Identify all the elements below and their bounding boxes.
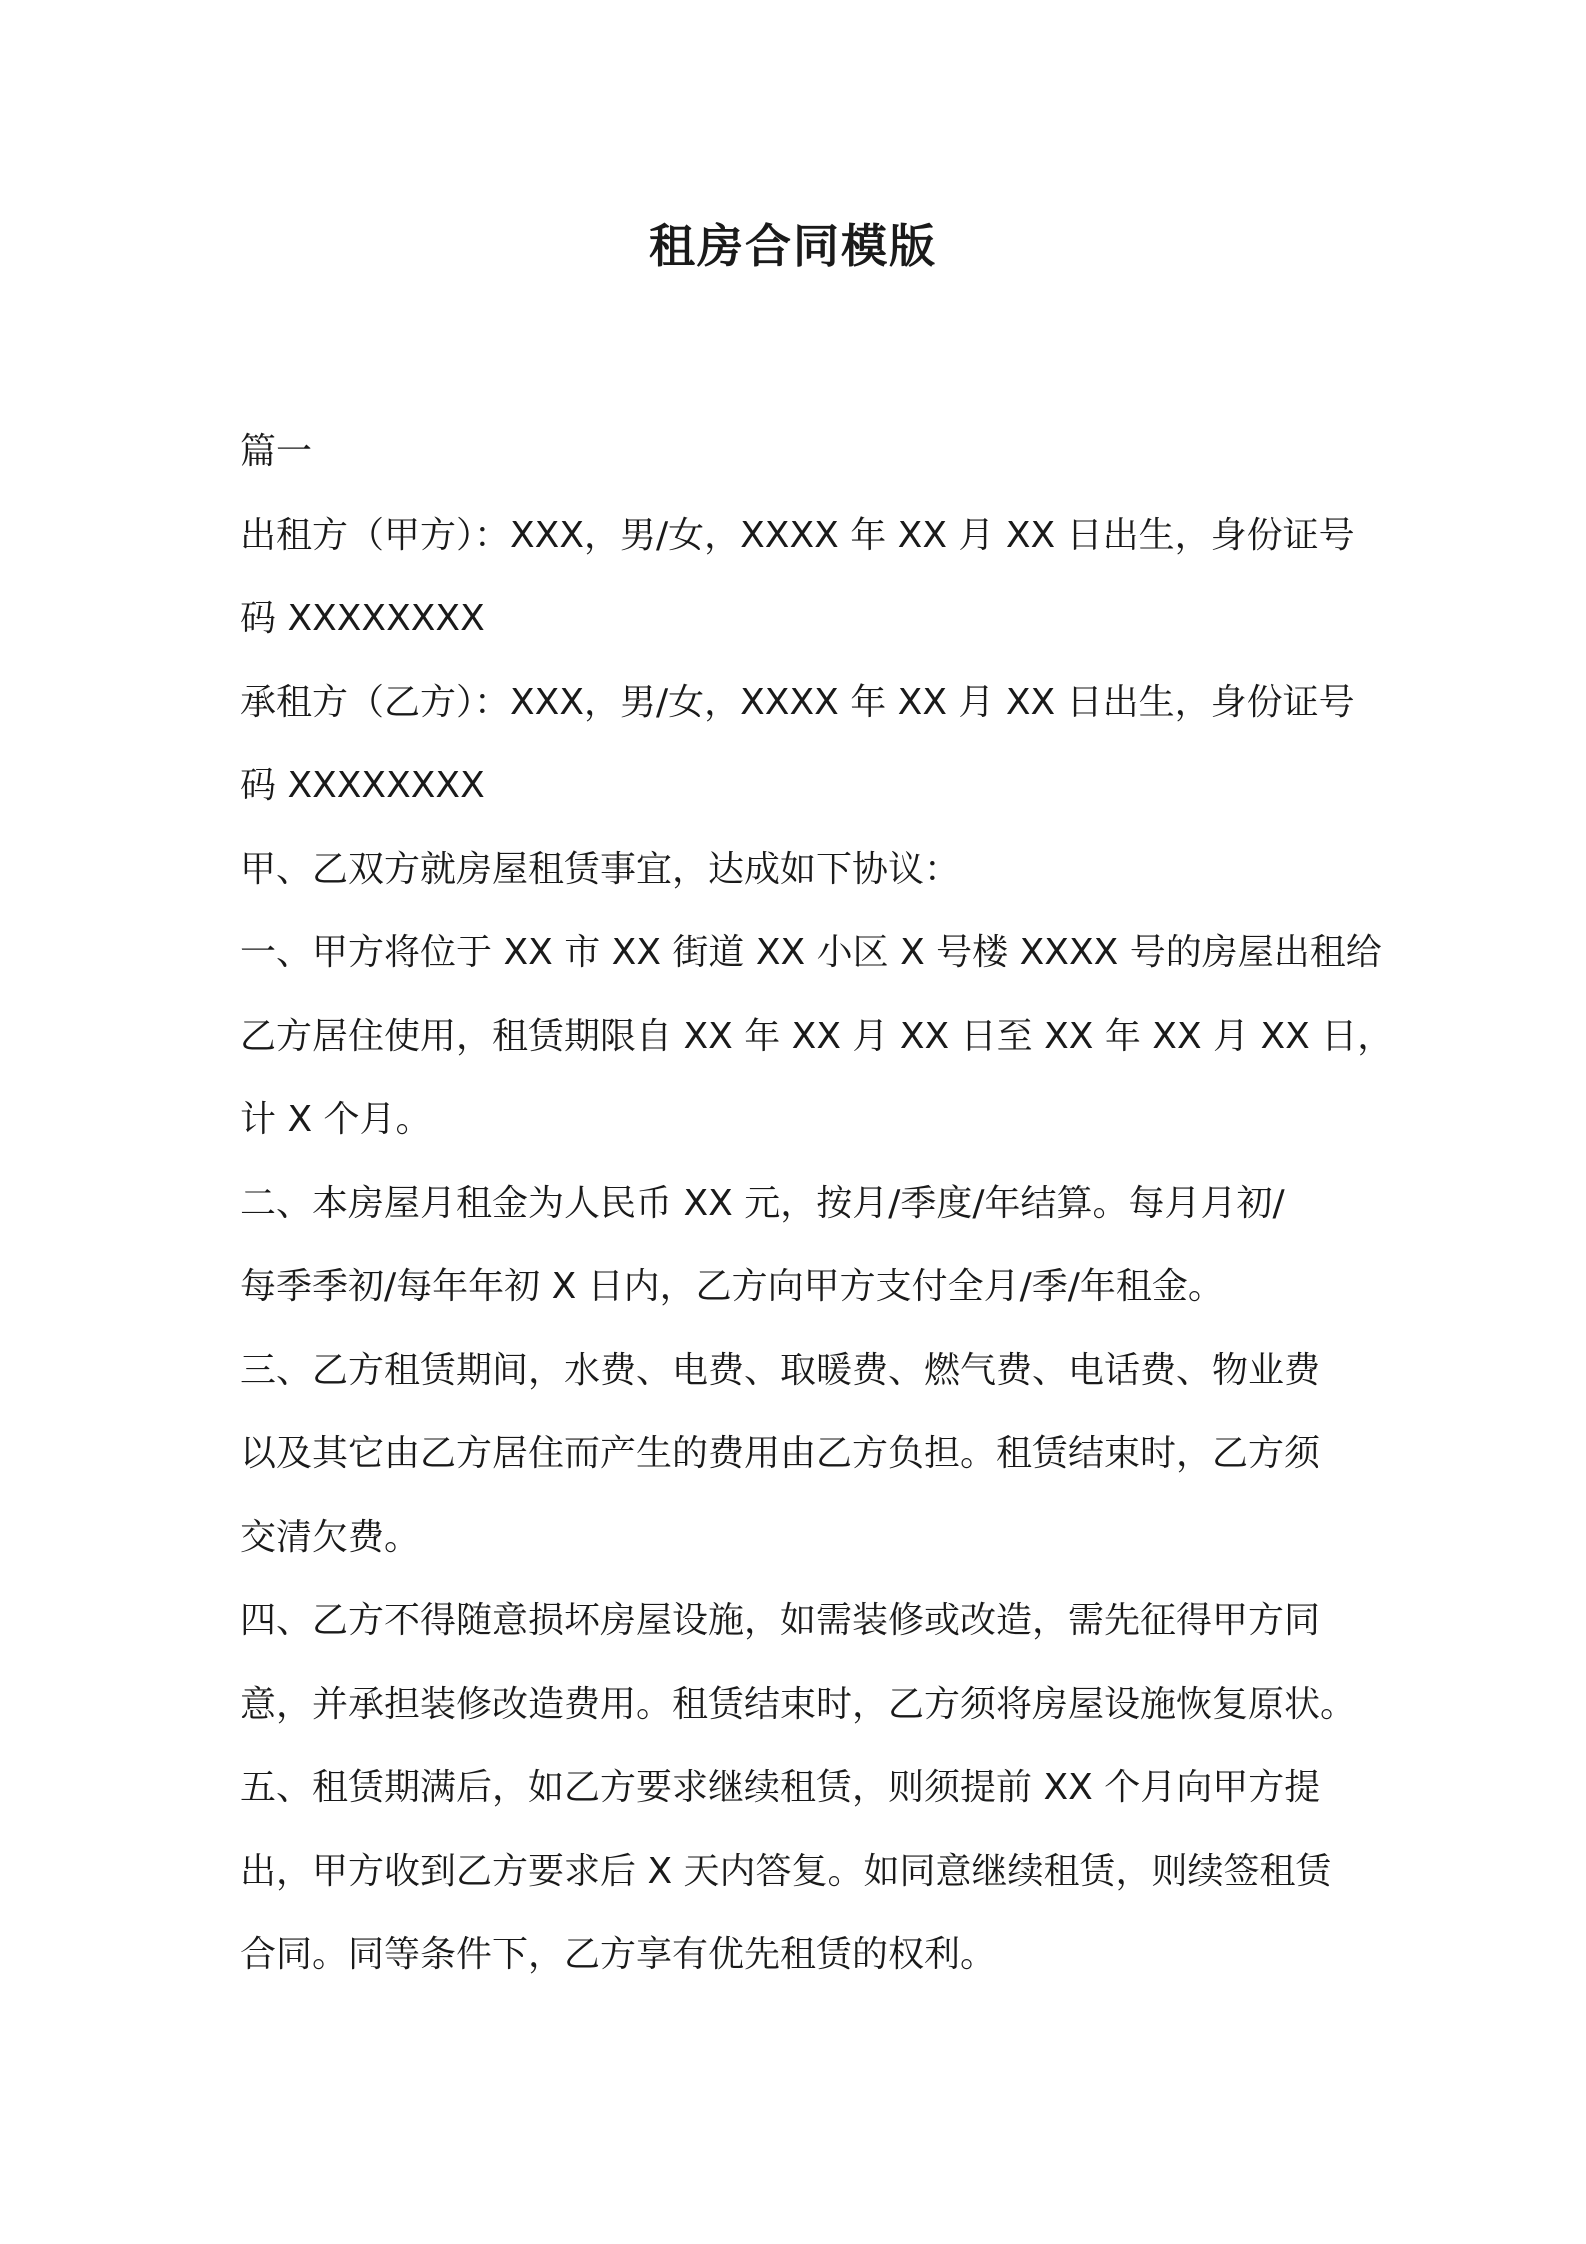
text-line: 意，并承担装修改造费用。租赁结束时，乙方须将房屋设施恢复原状。 <box>240 1683 1357 1725</box>
text-line: 承租方（乙方）：XXX，男/女，XXXX 年 XX 月 XX 日出生，身份证号 <box>240 681 1355 723</box>
text-line: 三、乙方租赁期间，水费、电费、取暖费、燃气费、电话费、物业费 <box>240 1349 1321 1391</box>
section-heading: 篇一 <box>240 431 313 472</box>
text-line: 合同。同等条件下，乙方享有优先租赁的权利。 <box>240 1934 997 1975</box>
lessee-paragraph <box>240 661 1360 828</box>
lessor-paragraph <box>240 494 1360 661</box>
text-line: 交清欠费。 <box>240 1516 421 1558</box>
clause-2-paragraph <box>240 1162 1360 1329</box>
document-title: 租房合同模版 <box>649 219 937 273</box>
text-line: 出，甲方收到乙方要求后 X 天内答复。如同意继续租赁，则续签租赁 <box>240 1850 1332 1892</box>
text-line: 以及其它由乙方居住而产生的费用由乙方负担。租赁结束时，乙方须 <box>240 1433 1321 1474</box>
text-line: 二、本房屋月租金为人民币 XX 元，按月/季度/年结算。每月月初/ <box>240 1182 1285 1224</box>
text-line: 甲、乙双方就房屋租赁事宜，达成如下协议： <box>240 848 961 890</box>
clause-3-paragraph <box>240 1329 1360 1580</box>
text-line: 出租方（甲方）：XXX，男/女，XXXX 年 XX 月 XX 日出生，身份证号 <box>240 514 1355 556</box>
text-line: 一、甲方将位于 XX 市 XX 街道 XX 小区 X 号楼 XXXX 号的房屋出租给 <box>240 932 1382 973</box>
text-line: 码 XXXXXXXX <box>240 598 485 639</box>
clause-4-paragraph <box>240 1579 1360 1746</box>
text-line: 五、租赁期满后，如乙方要求继续租赁，则须提前 XX 个月向甲方提 <box>240 1767 1321 1808</box>
clause-1-paragraph <box>240 911 1394 1162</box>
text-line: 乙方居住使用，租赁期限自 XX 年 XX 月 XX 日至 XX 年 XX 月 XX 日， <box>240 1015 1394 1057</box>
text-line: 计 X 个月。 <box>240 1099 432 1140</box>
text-line: 每季季初/每年年初 X 日内，乙方向甲方支付全月/季/年租金。 <box>240 1266 1224 1307</box>
text-line: 四、乙方不得随意损坏房屋设施，如需装修或改造，需先征得甲方同 <box>240 1600 1321 1641</box>
clause-5-paragraph <box>240 1746 1360 1997</box>
agreement-intro-paragraph <box>240 828 1360 912</box>
text-line: 码 XXXXXXXX <box>240 765 485 806</box>
document-body <box>240 410 1394 1997</box>
